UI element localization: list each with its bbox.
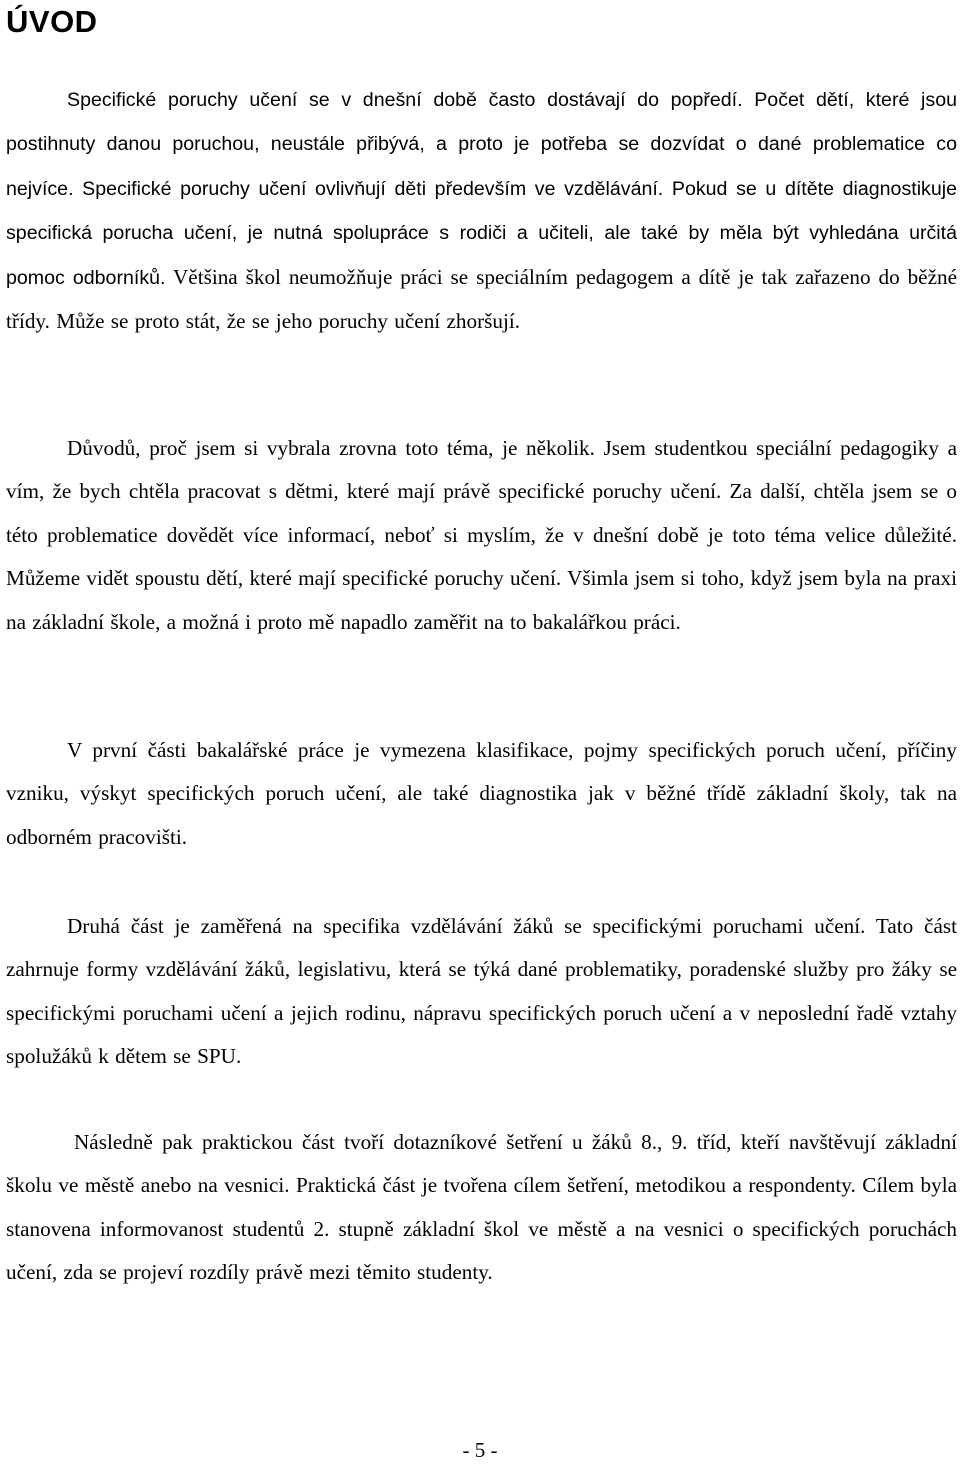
paragraph-segment: Důvodů, proč jsem si vybrala zrovna toto téma, je několik. — [67, 436, 595, 460]
paragraph-first-part — [6, 729, 957, 859]
paragraph-segment: V první části bakalářské práce je vymezena klasifikace, pojmy specifických poruch učení, příčiny vzniku, výskyt specifických poruch učení, ale také diagnostika jak v běžné třídě základní školy, tak na odborném pracovišti. — [6, 738, 957, 849]
paragraph-segment-sans: Specifické poruchy učení se v dnešní době často dostávají do popředí. Počet dětí, které jsou postihnuty danou poruchou, neustále přibývá, a proto je potřeba se dozvídat o dané problematice co nejvíce. Specifické poruchy učení ovlivňují děti především ve vzdělávání. Pokud se u dítěte diagnostikuje specifická porucha učení, je nutná spolupráce s rodiči a učiteli, ale také by měla být vyhledána určitá pomoc odborníků. — [6, 89, 957, 289]
paragraph-second-part — [6, 905, 957, 1079]
paragraph-segment: Jsem studentkou speciální pedagogiky a vím, že bych chtěla pracovat s dětmi, které mají právě specifické poruchy učení. Za další, chtěla jsem se o této problematice dovědět více informací, neboť si myslím, že v dnešní době je toto téma velice důležité. Můžeme vidět spoustu dětí, které mají specifické poruchy učení. Všimla jsem si toho, když jsem byla na praxi na základní škole, a možná i proto mě napadlo zaměřit na to bakalářkou práci. — [6, 436, 957, 634]
paragraph-motivation — [6, 427, 957, 644]
paragraph-intro — [6, 78, 957, 343]
paragraph-practical-part — [6, 1121, 957, 1295]
page-number: - 5 - — [462, 1438, 498, 1462]
page-title: ÚVOD — [6, 4, 98, 39]
paragraph-segment: Následně pak praktickou část tvoří dotazníkové šetření u žáků 8., 9. tříd, kteří navštěvují základní školu ve městě anebo na vesnici. Praktická část je tvořena cílem šetření, metodikou a respondenty. Cílem byla stanovena informovanost studentů 2. stupně základní škol ve městě a na vesnici o specifických poruchách učení, zda se projeví rozdíly právě mezi těmito studenty. — [6, 1130, 957, 1285]
paragraph-segment: Druhá část je zaměřená na specifika vzdělávání žáků se specifickými poruchami učení. Tato část zahrnuje formy vzdělávání žáků, legislativu, která se týká dané problematiky, poradenské služby pro žáky se specifickými poruchami učení a jejich rodinu, nápravu specifických poruch učení a v neposlední řadě vztahy spolužáků k dětem se SPU. — [6, 914, 957, 1069]
paragraph-segment: Většina škol neumožňuje práci se speciálním pedagogem a dítě je tak zařazeno do běžné třídy. Může se proto stát, že se jeho poruchy učení zhoršují. — [6, 264, 957, 334]
